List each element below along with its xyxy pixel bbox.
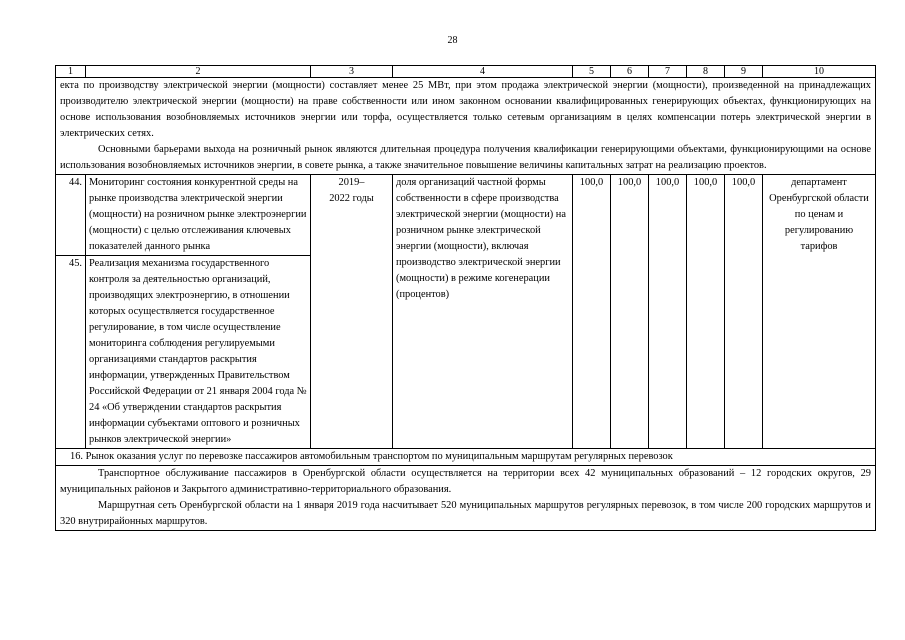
section-paragraph-1: Транспортное обслуживание пассажиров в Оренбургской области осуществляется на территории всех 42 муниципальных образований – 12 городских округов, 29 муниципальных районов и Закрытого административно-территориального образования.: [60, 468, 871, 495]
value-2018: 100,0: [573, 175, 611, 449]
indicator-cell: доля организаций частной формы собственности в сфере производства электрической энергии (мощности) на розничном рынке электрической энергии (мощности), включая производство электрической энергии (мощности) в режиме когенерации (процентов): [393, 175, 573, 449]
col-header-4: 4: [393, 66, 573, 78]
value-2021: 100,0: [687, 175, 725, 449]
col-header-7: 7: [649, 66, 687, 78]
col-header-3: 3: [311, 66, 393, 78]
col-header-2: 2: [86, 66, 311, 78]
table-row-44: [56, 175, 876, 256]
section-title-row: [56, 449, 876, 466]
col-header-5: 5: [573, 66, 611, 78]
measure-text: Реализация механизма государственного контроля за деятельностью организаций, производящих электроэнергию, в отношении которых осуществляется государственное регулирование, в том числе осуществление мониторинга соблюдения регулируемыми организациями стандартов раскрытия информации, утвержденных Правительством Российской Федерации от 21 января 2004 года № 24 «Об утверждении стандартов раскрытия информации субъектами оптового и розничных рынков электрической энергии»: [86, 256, 311, 449]
col-header-6: 6: [611, 66, 649, 78]
column-number-row: [56, 66, 876, 78]
responsible-cell: департамент Оренбургской области по ценам и регулированию тарифов: [763, 175, 876, 449]
col-header-9: 9: [725, 66, 763, 78]
value-2020: 100,0: [649, 175, 687, 449]
intro-paragraph-2: Основными барьерами выхода на розничный рынок являются длительная процедура получения квалификации генерирующими объектами, функционирующими на основе использования возобновляемых источников энергии, в совете рынка, а также значительное повышение величины капитальных затрат на реализацию проектов.: [60, 144, 871, 171]
section-paragraph-2: Маршрутная сеть Оренбургской области на 1 января 2019 года насчитывает 520 муниципальных маршрутов регулярных перевозок, в том числе 200 городских маршрутов и 320 внутрирайонных маршрутов.: [60, 500, 871, 527]
value-2019: 100,0: [611, 175, 649, 449]
col-header-10: 10: [763, 66, 876, 78]
intro-row: [56, 78, 876, 175]
period-cell: 2019– 2022 годы: [311, 175, 393, 449]
section-title: 16. Рынок оказания услуг по перевозке пассажиров автомобильным транспортом по муниципальным маршрутам регулярных перевозок: [56, 449, 876, 466]
col-header-8: 8: [687, 66, 725, 78]
value-2022: 100,0: [725, 175, 763, 449]
measure-text: Мониторинг состояния конкурентной среды на рынке производства электрической энергии (мощности) на розничном рынке электроэнергии (мощности) с целью отслеживания ключевых показателей данного рынка: [86, 175, 311, 256]
page-number: 28: [447, 35, 458, 46]
row-number: 45.: [56, 256, 86, 449]
intro-paragraph-1: екта по производству электрической энергии (мощности) составляет менее 25 МВт, при этом продажа электрической энергии (мощности), произведенной на принадлежащих производителю электрической энергии (мощности) на праве собственности или ином законном основании квалифицированных генерирующих объектах, функционирующих на основе использования возобновляемых источников энергии или торфа, осуществляется только сетевым организациям в целях компенсации потерь электрической энергии в электрических сетях.: [60, 80, 871, 139]
col-header-1: 1: [56, 66, 86, 78]
section-body-row: [56, 466, 876, 531]
row-number: 44.: [56, 175, 86, 256]
measures-table: [55, 65, 876, 531]
